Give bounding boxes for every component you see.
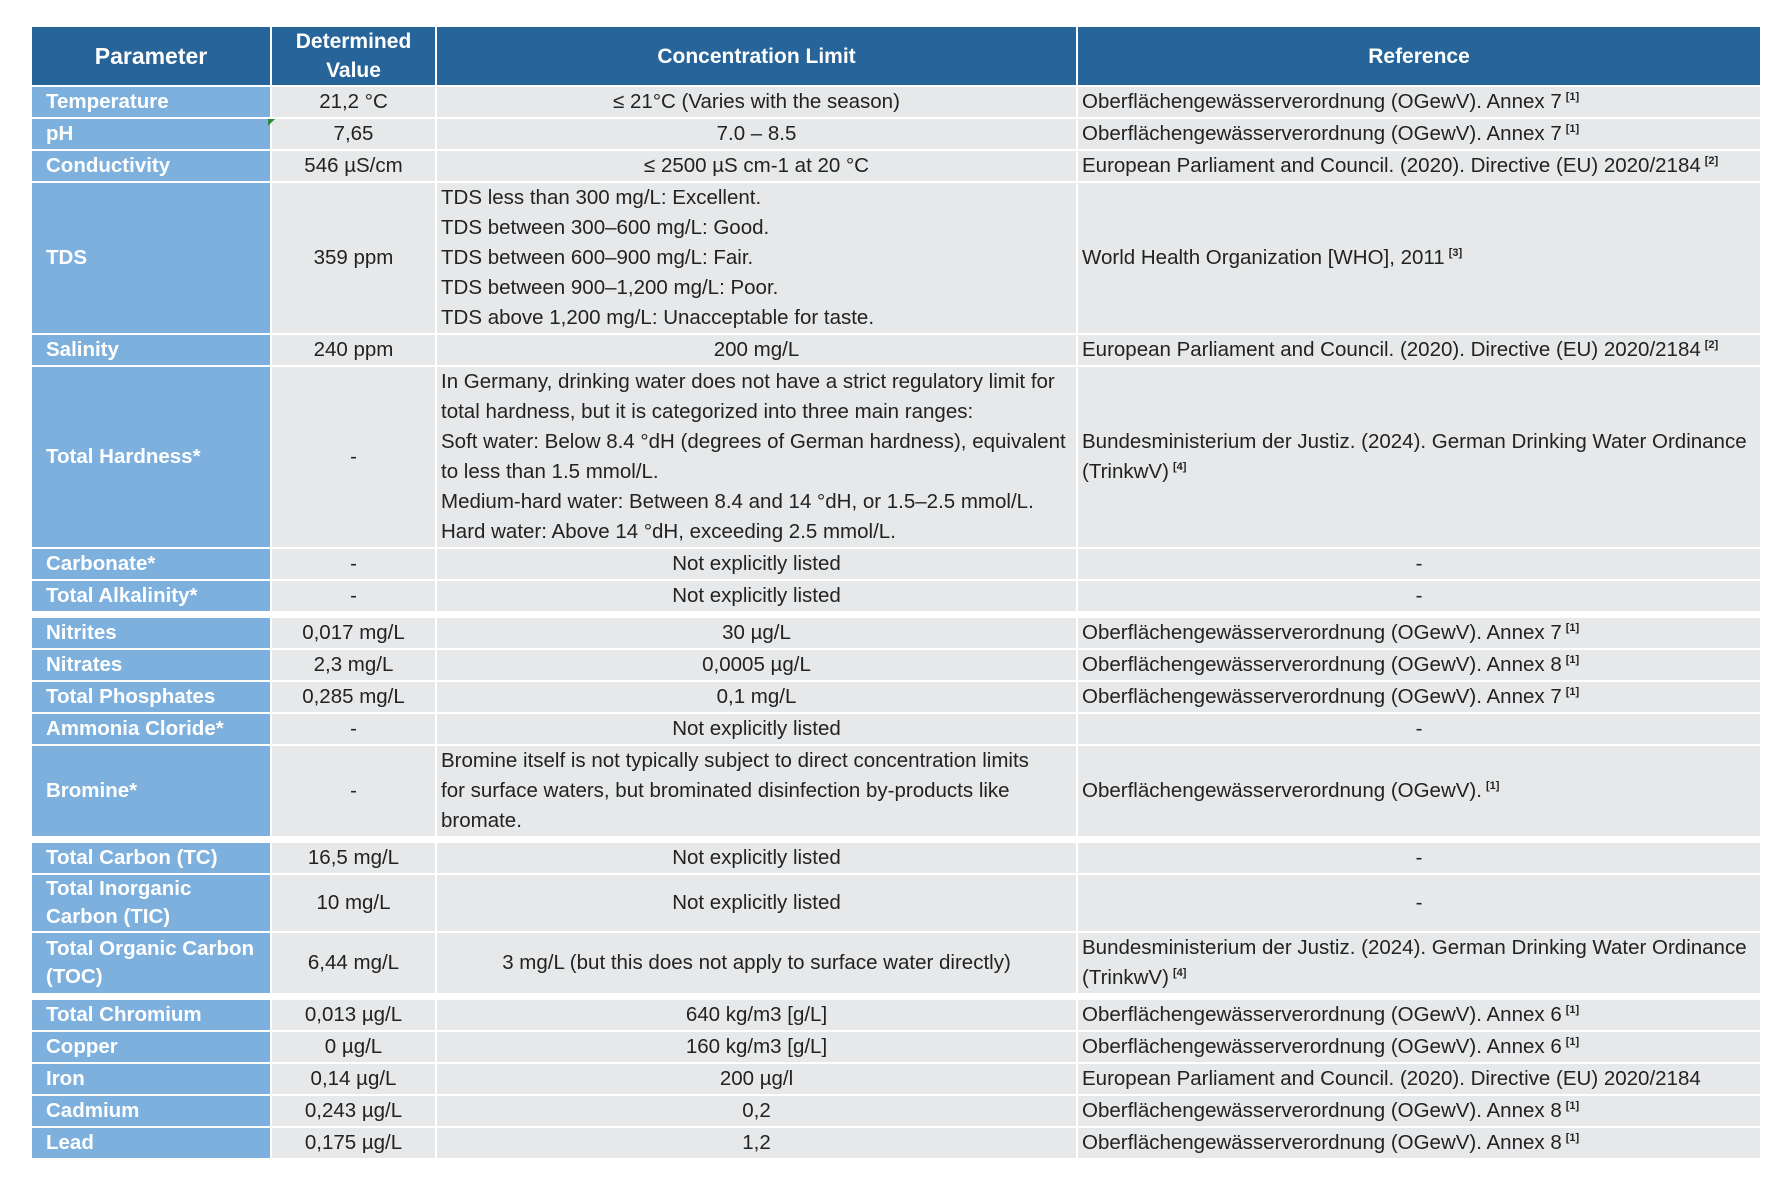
concentration-limit-cell [437,875,1076,931]
reference-cell [1078,875,1760,931]
parameter-cell: Lead [32,1128,270,1158]
limit-line: Not explicitly listed [672,584,841,607]
reference-line [1082,1128,1756,1158]
limit-line: 30 µg/L [722,621,791,644]
water-quality-table-container [30,25,1762,1160]
reference-text: Oberflächengewässerverordnung (OGewV). Annex 8 [1082,1131,1562,1154]
reference-line [1082,963,1756,993]
parameter-cell: Total Phosphates [32,682,270,712]
reference-cell [1078,549,1760,579]
limit-line: In Germany, drinking water does not have a strict regulatory limit for [441,370,1055,393]
determined-value-cell: 0,017 mg/L [272,618,435,648]
parameter-cell: Temperature [32,87,270,117]
reference-line [1082,650,1756,680]
limit-line: 0,2 [742,1099,771,1122]
reference-line [1082,1000,1756,1030]
citation-marker: [3] [1448,247,1463,259]
reference-cell [1078,1064,1760,1094]
limit-line: Soft water: Below 8.4 °dH (degrees of German hardness), equivalent [441,430,1066,453]
determined-value-cell: 359 ppm [272,183,435,333]
reference-line [1082,843,1756,873]
table-row [32,151,1760,181]
concentration-limit-cell [437,1096,1076,1126]
limit-line: Not explicitly listed [672,846,841,869]
parameter-cell: Copper [32,1032,270,1062]
section-gap [32,838,1760,841]
reference-text: Oberflächengewässerverordnung (OGewV). Annex 6 [1082,1035,1562,1058]
header-determined-line2: Value [326,59,381,82]
table-row [32,875,1760,931]
parameter-cell: Carbonate* [32,549,270,579]
reference-cell [1078,367,1760,547]
header-determined-line1: Determined [295,30,412,53]
section-gap [32,613,1760,616]
parameter-cell: Total Chromium [32,1000,270,1030]
citation-marker: [2] [1704,339,1719,351]
reference-line [1082,1096,1756,1126]
reference-line [1082,151,1756,181]
table-row [32,1064,1760,1094]
parameter-cell: Bromine* [32,746,270,836]
concentration-limit-cell [437,933,1076,993]
reference-line [1082,87,1756,117]
reference-text: (TrinkwV) [1082,460,1169,483]
limit-line: Not explicitly listed [672,552,841,575]
table-row [32,335,1760,365]
concentration-limit-cell [437,618,1076,648]
concentration-limit-cell [437,87,1076,117]
reference-text: Oberflächengewässerverordnung (OGewV). Annex 7 [1082,122,1562,145]
concentration-limit-cell [437,119,1076,149]
citation-marker: [1] [1565,654,1580,666]
header-row [32,27,1760,85]
reference-cell [1078,1128,1760,1158]
limit-line: ≤ 2500 µS cm-1 at 20 °C [644,154,869,177]
reference-cell [1078,746,1760,836]
citation-marker: [1] [1565,622,1580,634]
determined-value-cell: 7,65 [272,119,435,149]
reference-text: - [1415,846,1423,869]
limit-line: 3 mg/L (but this does not apply to surface water directly) [502,951,1011,974]
limit-line: total hardness, but it is categorized into three main ranges: [441,400,974,423]
determined-value-cell: 10 mg/L [272,875,435,931]
limit-line: TDS less than 300 mg/L: Excellent. [441,186,762,209]
table-row [32,650,1760,680]
determined-value-cell: 0,285 mg/L [272,682,435,712]
determined-value-cell: 0,175 µg/L [272,1128,435,1158]
parameter-cell: Conductivity [32,151,270,181]
section-gap [32,995,1760,998]
concentration-limit-cell [437,746,1076,836]
table-row [32,843,1760,873]
table-row [32,933,1760,993]
limit-line: 640 kg/m3 [g/L] [685,1003,828,1026]
table-row [32,87,1760,117]
reference-text: European Parliament and Council. (2020). Directive (EU) 2020/2184 [1082,1067,1701,1090]
concentration-limit-cell [437,183,1076,333]
reference-text: Bundesministerium der Justiz. (2024). German Drinking Water Ordinance [1082,936,1747,959]
citation-marker: [1] [1565,123,1580,135]
reference-cell [1078,87,1760,117]
reference-line [1082,714,1756,744]
reference-text: Oberflächengewässerverordnung (OGewV). Annex 7 [1082,621,1562,644]
table-row [32,1128,1760,1158]
header-parameter: Parameter [32,27,270,85]
reference-line [1082,457,1756,487]
limit-line: 7.0 – 8.5 [716,122,797,145]
limit-line: 1,2 [742,1131,771,1154]
concentration-limit-cell [437,581,1076,611]
concentration-limit-cell [437,549,1076,579]
citation-marker: [4] [1172,967,1187,979]
limit-line: 0,1 mg/L [716,685,797,708]
reference-text: - [1415,584,1423,607]
citation-marker: [1] [1565,686,1580,698]
concentration-limit-cell [437,1064,1076,1094]
limit-line: Medium-hard water: Between 8.4 and 14 °dH, or 1.5–2.5 mmol/L. [441,490,1034,513]
determined-value-cell: 0,243 µg/L [272,1096,435,1126]
concentration-limit-cell [437,1128,1076,1158]
reference-cell [1078,650,1760,680]
concentration-limit-cell [437,843,1076,873]
reference-line [1082,888,1756,918]
limit-line: Not explicitly listed [672,891,841,914]
reference-text: - [1415,552,1423,575]
section-gap-cell [32,995,1760,998]
reference-line [1082,1032,1756,1062]
determined-value-cell: - [272,367,435,547]
determined-value-cell: - [272,746,435,836]
concentration-limit-cell [437,367,1076,547]
limit-line: Bromine itself is not typically subject to direct concentration limits [441,749,1029,772]
limit-line: TDS between 300–600 mg/L: Good. [441,216,770,239]
determined-value-cell: 240 ppm [272,335,435,365]
concentration-limit-cell [437,151,1076,181]
reference-line [1082,243,1756,273]
section-gap-cell [32,613,1760,616]
reference-line [1082,119,1756,149]
citation-marker: [1] [1565,91,1580,103]
reference-cell [1078,151,1760,181]
reference-text: Bundesministerium der Justiz. (2024). German Drinking Water Ordinance [1082,430,1747,453]
limit-line: 160 kg/m3 [g/L] [685,1035,828,1058]
reference-text: - [1415,891,1423,914]
determined-value-cell: - [272,714,435,744]
reference-cell [1078,119,1760,149]
citation-marker: [2] [1704,155,1719,167]
concentration-limit-cell [437,1032,1076,1062]
citation-marker: [1] [1565,1132,1580,1144]
reference-text: World Health Organization [WHO], 2011 [1082,246,1445,269]
determined-value-cell: 0 µg/L [272,1032,435,1062]
parameter-cell: Ammonia Cloride* [32,714,270,744]
reference-cell [1078,335,1760,365]
limit-line: 200 µg/l [719,1067,794,1090]
parameter-cell: pH [32,119,270,149]
reference-text: Oberflächengewässerverordnung (OGewV). Annex 7 [1082,90,1562,113]
table-row [32,746,1760,836]
parameter-cell: Total Inorganic Carbon (TIC) [32,875,270,931]
header-determined-value [272,27,435,85]
header-reference: Reference [1078,27,1760,85]
reference-cell [1078,1096,1760,1126]
reference-cell [1078,714,1760,744]
limit-line: for surface waters, but brominated disinfection by-products like [441,779,1010,802]
limit-line: to less than 1.5 mmol/L. [441,460,659,483]
concentration-limit-cell [437,714,1076,744]
determined-value-cell: 21,2 °C [272,87,435,117]
limit-line: 200 mg/L [713,338,800,361]
parameter-cell: Total Hardness* [32,367,270,547]
citation-marker: [1] [1485,780,1500,792]
determined-value-cell: - [272,549,435,579]
parameter-cell: Salinity [32,335,270,365]
determined-value-cell: 546 µS/cm [272,151,435,181]
reference-line [1082,427,1756,457]
limit-line: ≤ 21°C (Varies with the season) [613,90,900,113]
citation-marker: [1] [1565,1036,1580,1048]
determined-value-cell: - [272,581,435,611]
table-row [32,183,1760,333]
limit-line: TDS between 600–900 mg/L: Fair. [441,246,754,269]
limit-line: Hard water: Above 14 °dH, exceeding 2.5 mmol/L. [441,520,896,543]
determined-value-cell: 0,14 µg/L [272,1064,435,1094]
reference-line [1082,618,1756,648]
table-row [32,367,1760,547]
reference-line [1082,776,1756,806]
table-body [32,87,1760,1158]
parameter-cell: Iron [32,1064,270,1094]
reference-text: Oberflächengewässerverordnung (OGewV). [1082,779,1482,802]
parameter-cell: Total Carbon (TC) [32,843,270,873]
determined-value-cell: 2,3 mg/L [272,650,435,680]
parameter-cell: Total Organic Carbon (TOC) [32,933,270,993]
parameter-cell: Nitrates [32,650,270,680]
reference-cell [1078,581,1760,611]
reference-cell [1078,1000,1760,1030]
limit-line: 0,0005 µg/L [702,653,811,676]
table-row [32,549,1760,579]
reference-cell [1078,682,1760,712]
reference-cell [1078,1032,1760,1062]
reference-text: Oberflächengewässerverordnung (OGewV). Annex 6 [1082,1003,1562,1026]
parameter-cell: Nitrites [32,618,270,648]
water-quality-table [30,25,1762,1160]
reference-line [1082,549,1756,579]
determined-value-cell: 16,5 mg/L [272,843,435,873]
parameter-cell: Total Alkalinity* [32,581,270,611]
reference-text: Oberflächengewässerverordnung (OGewV). Annex 8 [1082,1099,1562,1122]
section-gap-cell [32,838,1760,841]
table-row [32,1032,1760,1062]
reference-cell [1078,618,1760,648]
concentration-limit-cell [437,1000,1076,1030]
reference-cell [1078,933,1760,993]
reference-text: - [1415,717,1423,740]
limit-line: TDS above 1,200 mg/L: Unacceptable for taste. [441,306,875,329]
reference-cell [1078,843,1760,873]
parameter-cell: Cadmium [32,1096,270,1126]
reference-text: Oberflächengewässerverordnung (OGewV). Annex 7 [1082,685,1562,708]
table-row [32,119,1760,149]
table-row [32,618,1760,648]
reference-line [1082,1064,1756,1094]
reference-line [1082,933,1756,963]
citation-marker: [4] [1172,461,1187,473]
table-row [32,581,1760,611]
table-row [32,1096,1760,1126]
reference-text: European Parliament and Council. (2020). Directive (EU) 2020/2184 [1082,154,1701,177]
determined-value-cell: 6,44 mg/L [272,933,435,993]
determined-value-cell: 0,013 µg/L [272,1000,435,1030]
limit-line: Not explicitly listed [672,717,841,740]
reference-line [1082,581,1756,611]
reference-line [1082,682,1756,712]
concentration-limit-cell [437,335,1076,365]
table-row [32,1000,1760,1030]
table-row [32,714,1760,744]
reference-cell [1078,183,1760,333]
limit-line: bromate. [441,809,522,832]
concentration-limit-cell [437,682,1076,712]
citation-marker: [1] [1565,1004,1580,1016]
header-concentration-limit: Concentration Limit [437,27,1076,85]
reference-text: Oberflächengewässerverordnung (OGewV). Annex 8 [1082,653,1562,676]
limit-line: TDS between 900–1,200 mg/L: Poor. [441,276,779,299]
concentration-limit-cell [437,650,1076,680]
table-row [32,682,1760,712]
reference-text: (TrinkwV) [1082,966,1169,989]
citation-marker: [1] [1565,1100,1580,1112]
reference-text: European Parliament and Council. (2020). Directive (EU) 2020/2184 [1082,338,1701,361]
reference-line [1082,335,1756,365]
parameter-cell: TDS [32,183,270,333]
